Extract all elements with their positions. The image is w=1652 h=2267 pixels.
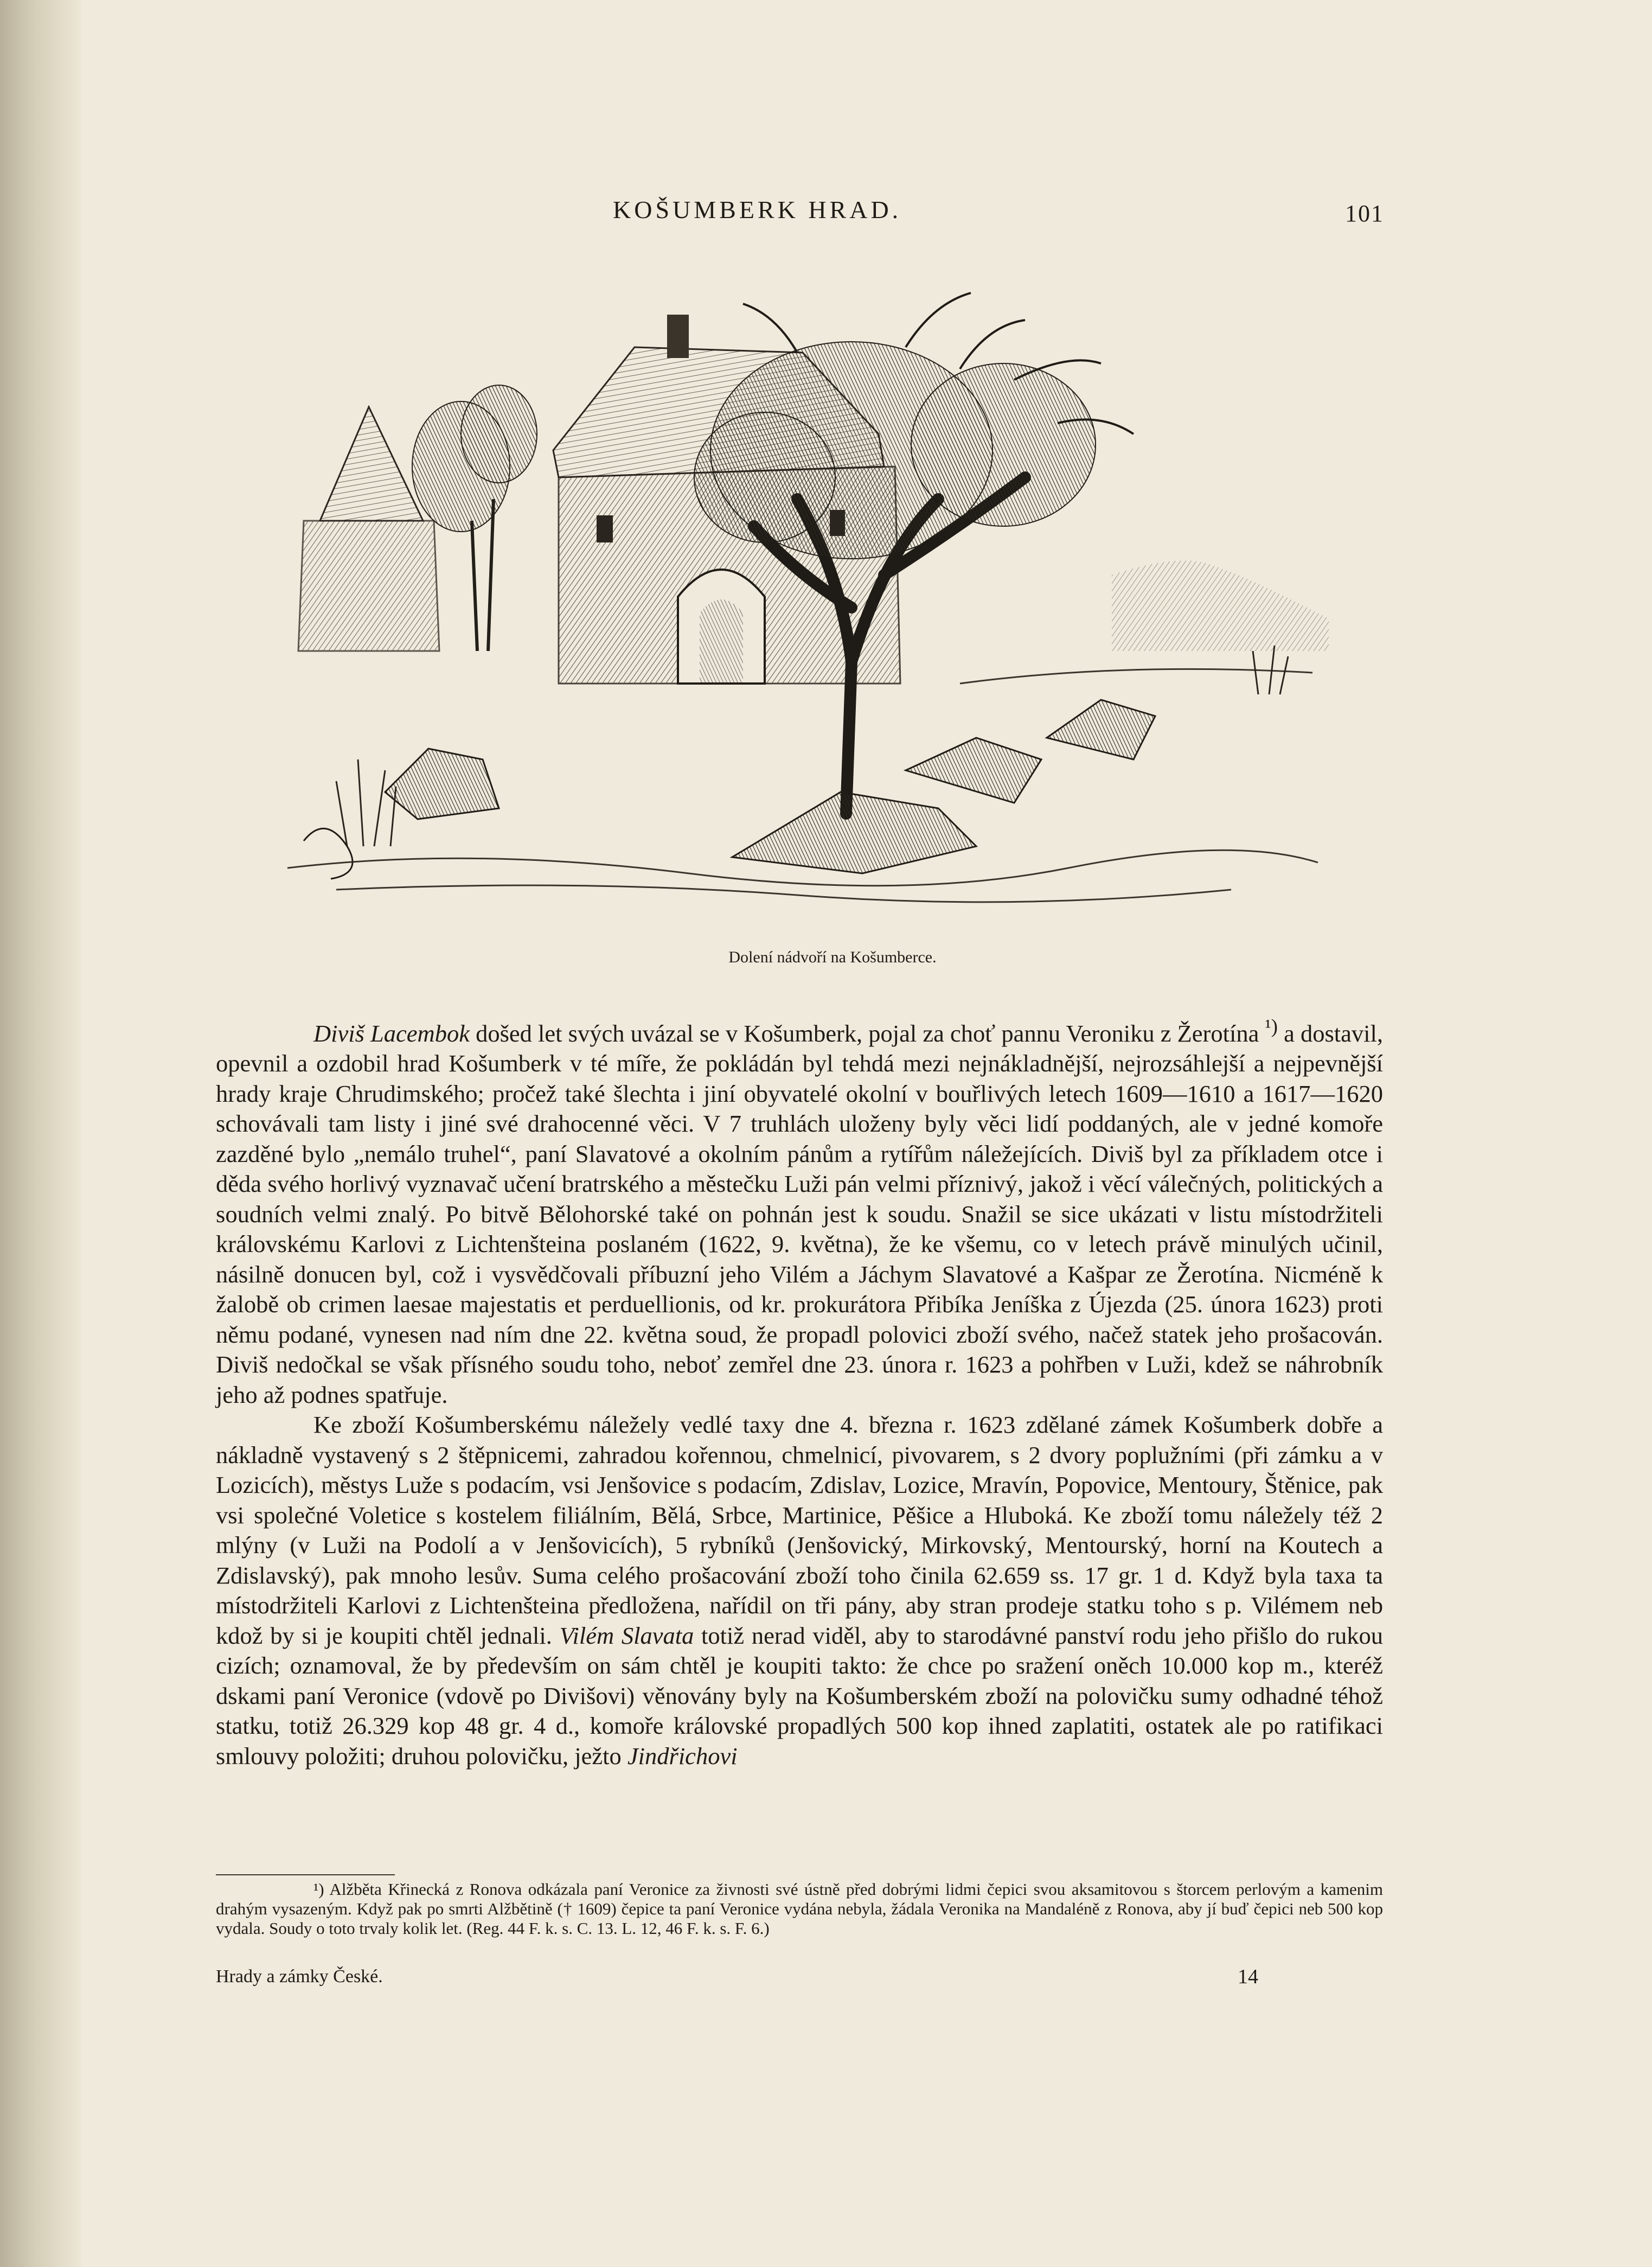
paragraph-text: totiž nerad viděl, aby to starodávné panství rodu jeho přišlo do rukou cizích; oznamoval, že by především on sám chtěl je koupiti takto: že chce po sražení oněch 10.000 kop m., kteréž dskami paní Veronice (vdově po Divišovi) věnovány byly na Košumberském zboží na polovičku sumy odhadné téhož statku, totiž 26.329 kop 48 gr. 4 d., komoře královské propadlých 500 kop ihned zaplatiti, ostatek ale po ratifikaci smlouvy položiti; druhou polovičku, ježto [216,1621,1383,1770]
illustration-caption: Dolení nádvoří na Košumberce. [728,948,937,966]
paragraph-text: Ke zboží Košumberskému náležely vedlé taxy dne 4. března r. 1623 zdělané zámek Košumberk dobře a nákladně vystavený s 2 štěpnicemi, zahradou kořennou, chmelnicí, pivovarem, s 2 dvory poplužními (při zámku a v Lozicích), městys Luže s podacím, vsi Jenšovice s podacím, Zdislav, Lozice, Mravín, Popovice, Mentoury, Štěnice, pak vsi společné Voletice s kostelem filiálním, Bělá, Srbce, Martinice, Pěšice a Hluboká. Ke zboží tomu náležely též 2 mlýny (v Luži na Podolí a v Jenšovicích), 5 rybníků (Jenšovický, Mirkovský, Mentourský, horní na Koutech a Zdislavský), pak mnoho lesův. Suma celého prošacování zboží toho činila 62.659 ss. 17 gr. 1 d. Když byla taxa ta místodržiteli Karlovi z Lichtenšteina předložena, nařídil on tři pány, aby stran prodeje statku toho s p. Vilémem neb kdož by si je koupiti chtěl jednali. [216,1411,1383,1649]
main-text [216,1012,1383,1771]
signature-mark: 14 [1238,1965,1258,1988]
paragraph-text: a dostavil, opevnil a ozdobil hrad Košumberk v té míře, že pokládán byl tehdá mezi nejnákladnější, nejrozsáhlejší a nejpevnější hrady kraje Chrudimského; pročež také šlechta i jiní obyvatelé okolní v bouřlivých letech 1609—1610 a 1617—1620 schovávali tam listy i jiné své drahocenné věci. V 7 truhlách uloženy byly věci lidí poddaných, ale v jedné komoře zazděné bylo „nemálo truhel“, paní Slavatové a okolním pánům a rytířům náležejících. Diviš byl za příkladem otce i děda svého horlivý vyznavač učení bratrského a městečku Luži pán velmi příznivý, jakož i věcí válečných, politických a soudních velmi znalý. Po bitvě Bělohorské také on pohnán jest k soudu. Snažil se sice ukázati v listu místodržiteli královskému Karlovi z Lichtenšteina poslaném (1622, 9. května), že ke všemu, co v letech právě minulých učinil, násilně donucen byl, což i vysvědčovali příbuzní jeho Vilém a Jáchym Slavatové a Kašpar ze Žerotína. Nicméně k žalobě ob crimen laesae majestatis et perduellionis, od kr. prokurátora Přibíka Jeníška z Újezda (25. února 1623) proti němu podané, vynesen nad ním dne 22. května soud, že propadl polovici zboží svého, načež statek jeho prošacován. Diviš nedočkal se však přísného soudu toho, neboť zemřel dne 23. února r. 1623 a pohřben v Luži, kdež se náhrobník jeho až podnes spatřuje. [216,1019,1383,1408]
running-head: KOŠUMBERK HRAD. [613,196,902,223]
castle-courtyard-engraving [255,271,1372,938]
paragraph-1 [216,1012,1383,1410]
paragraph-2 [216,1410,1383,1771]
person-name: Jindřichovi [627,1742,738,1770]
person-name: Diviš Lacembok [313,1019,470,1047]
paragraph-text: došed let svých uvázal se v Košumberk, pojal za choť pannu Veroniku z Žerotína [469,1019,1265,1047]
footnote-divider [216,1874,395,1875]
book-title-footer: Hrady a zámky České. [216,1966,383,1987]
book-binding-edge [0,0,81,2267]
footnote: ¹) Alžběta Křinecká z Ronova odkázala paní Veronice za živnosti své ústně před dobrými lidmi čepici svou aksamitovou s štorcem perlovým a kamenim drahým vysazeným. Když pak po smrti Alžbětině († 1609) čepice ta paní Veronice vydána nebyla, žádala Veronika na Mandaléně z Ronova, aby jí buď čepici neb 500 kop vydala. Soudy o toto trvaly kolik let. (Reg. 44 F. k. s. C. 13. L. 12, 46 F. k. s. F. 6.) [216,1880,1383,1938]
page-number: 101 [1345,200,1384,227]
footnote-marker: ¹) [1265,1016,1278,1038]
person-name: Vilém Slavata [559,1621,694,1649]
